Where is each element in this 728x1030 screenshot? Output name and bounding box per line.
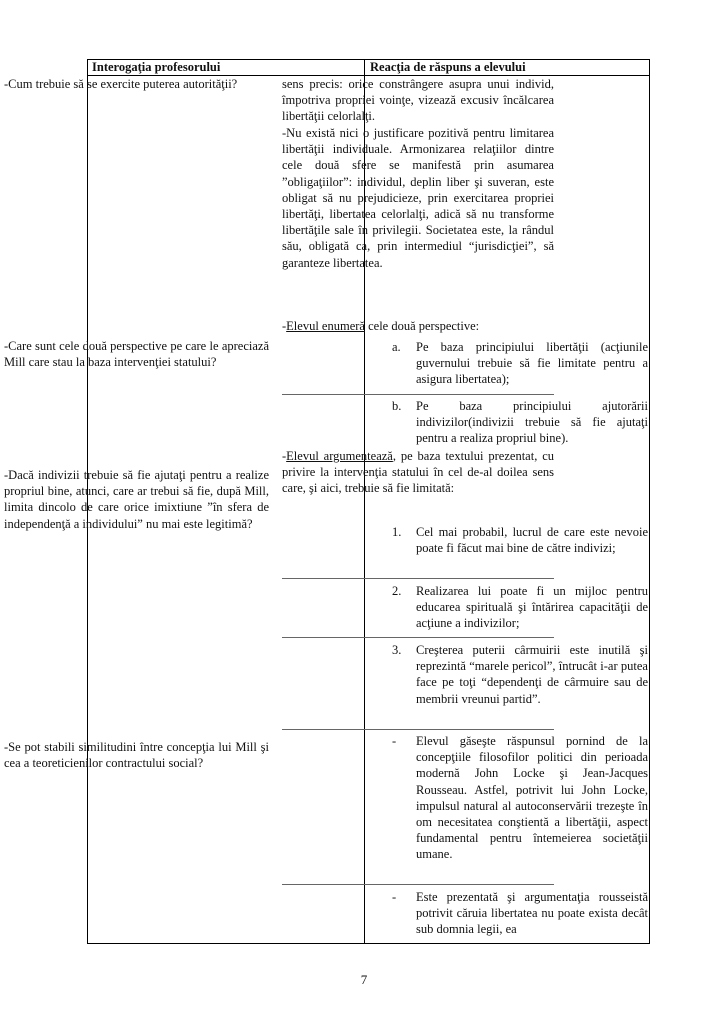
row-separator [282,578,554,579]
header-student-response: Reacţia de răspuns a elevului [370,60,526,74]
row-separator [282,729,554,730]
row-separator [282,637,554,638]
row-separator [282,884,554,885]
question-perspectives: -Care sunt cele două perspective pe care le apreciază Mill care stau la baza intervenţiei statului? [4,339,269,370]
header-teacher-question: Interogaţia profesorului [92,60,221,74]
row-separator [282,394,554,395]
page-number: 7 [360,972,368,987]
question-social-contract: -Se pot stabili similitudini între concepţia lui Mill şi cea a teoreticienilor contractului social? [4,740,269,771]
answer-argues: -Elevul argumentează, pe baza textului prezentat, cu privire la intervenţia statului în cel de-al doilea sens care, şi aici, trebuie să fie limitată: [282,449,554,496]
question-limit: -Dacă indivizii trebuie să fie ajutaţi pentru a realize propriul bine, atunci, care ar trebui să fie, după Mill, limita dincolo de care orice imixtiune ”în sfera de independenţă a individului” nu mai este legitimă? [4,468,269,531]
answer-no-justification: -Nu există nici o justificare pozitivă pentru limitarea libertăţii individuale. Armonizarea relaţiilor dintre cele două sfere se manifestă prin asumarea ”obligaţiilor”: individul, deplin liber şi suveran, este obligat să nu prejudicieze, prin exercitarea propriei libertăţi, libertatea celorlalţi, adică să nu transforme libertăţile sale în privilegii. Societatea este, la rândul său, obligată ca, prin intermediul “jurisdicţiei”, să garanteze libertatea. [282,126,554,270]
question-authority: -Cum trebuie să se exercite puterea autorităţii? [4,77,238,91]
answer-authority-text: sens precis: orice constrângere asupra unui individ, împotriva propriei voinţe, vizează excusiv încălcarea libertăţii celorlalţi. [282,77,554,124]
answer-enumerates: -Elevul enumeră cele două perspective: [282,319,480,333]
